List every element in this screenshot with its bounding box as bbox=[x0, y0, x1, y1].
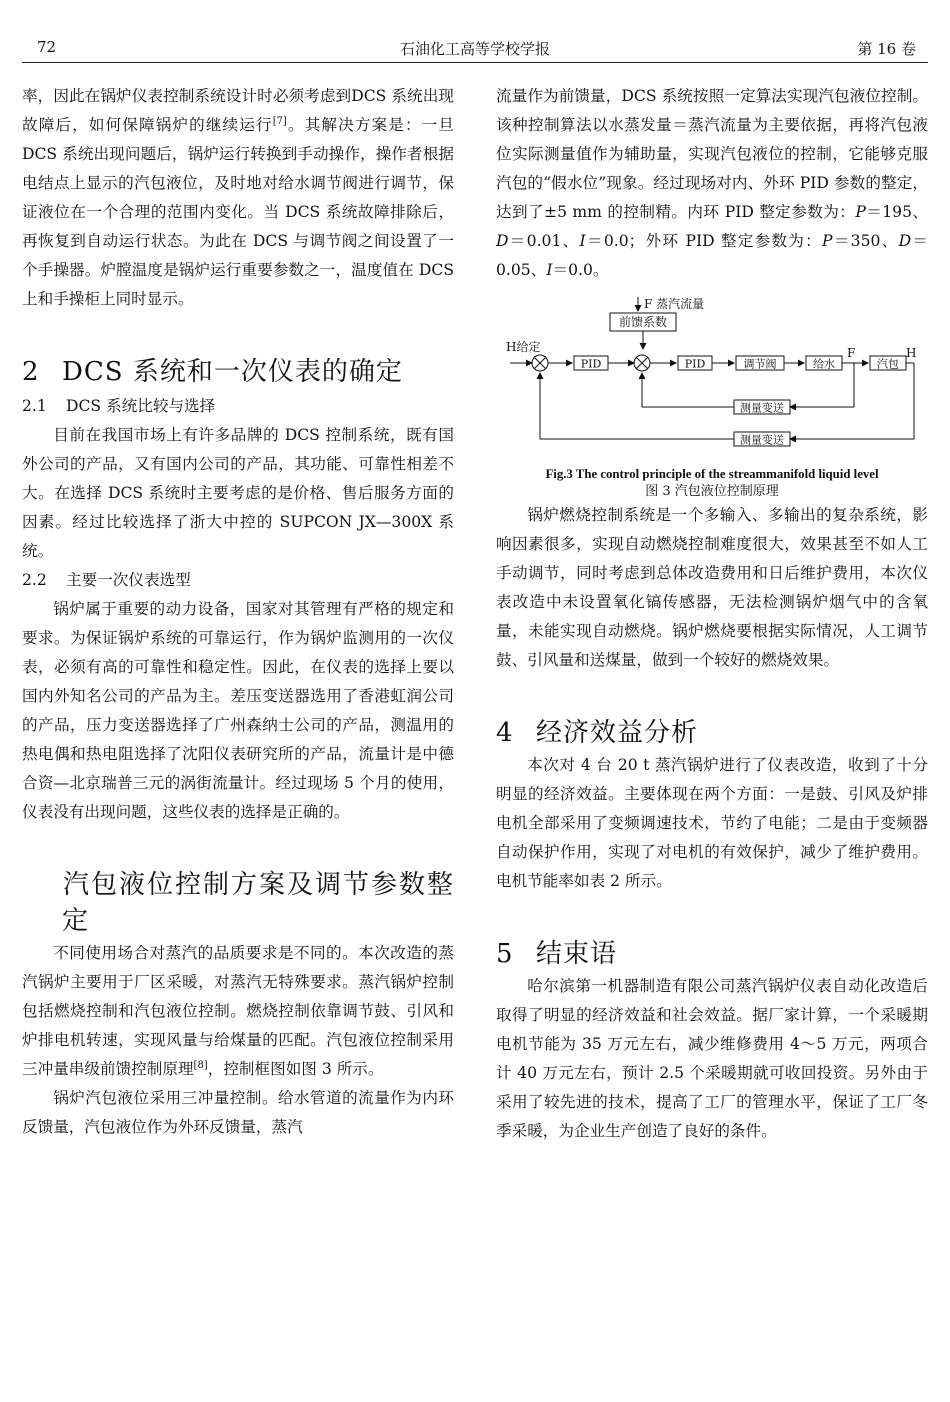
section-number: 2 bbox=[22, 357, 40, 387]
inner-i-symbol: I bbox=[579, 232, 586, 250]
flow-signal-label: F bbox=[847, 346, 856, 360]
paragraph-5: 哈尔滨第一机器制造有限公司蒸汽锅炉仪表自动化改造后取得了明显的经济效益和社会效益。据厂家计算，一个采暖期电机节能为 35 万元左右，减少维修费用 4～5 万元，两项合计 40 万元左右，预计 2.5 个采暖期就可收回投资。另外由于采用了较先进的技术，提高了工厂的管理水平，保证了工厂冬季采暖，为企业生产创造了良好的条件。 bbox=[496, 977, 928, 1140]
inner-d-value: ＝0.01、 bbox=[508, 232, 580, 250]
section-heading-4 bbox=[496, 715, 928, 751]
drum-label: 汽包 bbox=[877, 357, 899, 371]
outer-p-symbol: P bbox=[822, 232, 833, 250]
level-signal-label: H bbox=[906, 346, 917, 360]
paragraph-4: 本次对 4 台 20 t 蒸汽锅炉进行了仪表改造，收到了十分明显的经济效益。主要体现在两个方面：一是鼓、引风及炉排电机全部采用了变频调速技术，节约了电能；二是由于变频器自动保护作用，实现了对电机的有效保护，减少了维护费用。电机节能率如表 2 所示。 bbox=[496, 756, 928, 890]
subsection-number: 2.2 bbox=[22, 571, 47, 589]
subsection-heading-2-2 bbox=[22, 566, 454, 595]
block-diagram-svg bbox=[496, 297, 928, 465]
paragraph-text: 率，因此在锅炉仪表控制系统设计时必须考虑到DCS 系统出现故障后，如何保障锅炉的继续运行 bbox=[22, 87, 454, 134]
outer-i-symbol: I bbox=[546, 261, 553, 279]
steam-flow-label: F 蒸汽流量 bbox=[644, 297, 705, 311]
section-title: DCS 系统和一次仪表的确定 bbox=[62, 357, 403, 387]
subsection-title: 主要一次仪表选型 bbox=[66, 571, 191, 589]
paragraph-text: 不同使用场合对蒸汽的品质要求是不同的。本次改造的蒸汽锅炉主要用于厂区采暖，对蒸汽无特殊要求。蒸汽锅炉控制包括燃烧控制和汽包液位控制。燃烧控制依靠调节鼓、引风和炉排电机转速，实现风量与给煤量的匹配。汽包液位控制采用三冲量串级前馈控制原理 bbox=[22, 944, 454, 1078]
feedwater-label: 给水 bbox=[813, 357, 835, 371]
section-number: 4 bbox=[496, 718, 514, 748]
paragraph-text: 。其解决方案是：一旦 DCS 系统出现问题后，锅炉运行转换到手动操作，操作者根据电结点上显示的汽包液位，及时地对给水调节阀进行调节，保证液位在一个合理的范围内变化。当 DCS 系统故障排除后，再恢复到自动运行状态。为此在 DCS 与调节阀之间设置了一个手操器。炉膛温度是锅炉运行重要参数之一，温度值在 DCS 上和手操柜上同时显示。 bbox=[22, 116, 454, 308]
section-heading-5 bbox=[496, 936, 928, 972]
inner-d-symbol: D bbox=[496, 232, 509, 250]
pid-outer-label: PID bbox=[580, 357, 602, 371]
inner-p-value: ＝195、 bbox=[865, 203, 929, 221]
inner-i-value: ＝0.0；外环 PID 整定参数为： bbox=[585, 232, 823, 250]
inner-p-symbol: P bbox=[855, 203, 866, 221]
outer-d-symbol: D bbox=[898, 232, 912, 250]
transmitter-outer-label: 测量变送 bbox=[740, 433, 784, 447]
paragraph-text: ，控制框图如图 3 所示。 bbox=[207, 1060, 384, 1078]
paragraph-combustion: 锅炉燃烧控制系统是一个多输入、多输出的复杂系统，影响因素很多，实现自动燃烧控制难度很大，效果甚至不如人工手动调节，同时考虑到总体改造费用和日后维护费用，本次仪表改造中未设置氧化镐传感器，无法检测锅炉烟气中的含氧量，未能实现自动燃烧。锅炉燃烧要根据实际情况，人工调节鼓、引风量和送煤量，做到一个较好的燃烧效果。 bbox=[496, 506, 928, 669]
setpoint-label: H给定 bbox=[506, 340, 541, 354]
outer-d-value: ＝0.05、 bbox=[496, 232, 928, 279]
page-number: 72 bbox=[37, 38, 57, 56]
paragraph-pid-tuning bbox=[496, 82, 928, 285]
figure-3-block-diagram bbox=[496, 297, 928, 465]
figure-caption-zh: 图 3 汽包液位控制原理 bbox=[645, 484, 779, 499]
paragraph-3-1 bbox=[22, 939, 454, 1084]
citation-ref: [7] bbox=[272, 115, 287, 127]
section-number bbox=[22, 867, 62, 903]
subsection-title: DCS 系统比较与选择 bbox=[66, 397, 216, 415]
paragraph-2-2: 锅炉属于重要的动力设备，国家对其管理有严格的规定和要求。为保证锅炉系统的可靠运行，作为锅炉监测用的一次仪表，必须有高的可靠性和稳定性。因此，在仪表的选择上要以国内外知名公司的产品为主。差压变送器选用了香港虹润公司的产品，压力变送器选择了广州森纳士公司的产品，测温用的热电偶和热电阻选择了沈阳仪表研究所的产品，流量计是中德合资—北京瑞普三元的涡街流量计。经过现场 5 个月的使用，仪表没有出现问题，这些仪表的选择是正确的。 bbox=[22, 600, 454, 821]
paragraph-3-2: 锅炉汽包液位采用三冲量控制。给水管道的流量作为内环反馈量，汽包液位作为外环反馈量，蒸汽 bbox=[22, 1089, 454, 1136]
subsection-number: 2.1 bbox=[22, 397, 47, 415]
right-column bbox=[496, 82, 928, 1146]
section-title: 汽包液位控制方案及调节参数整定 bbox=[62, 870, 454, 936]
outer-p-value: ＝350、 bbox=[832, 232, 899, 250]
header-rule bbox=[22, 62, 928, 63]
feedforward-label: 前馈系数 bbox=[618, 315, 668, 329]
valve-label: 调节阀 bbox=[743, 357, 777, 371]
pid-inner-label: PID bbox=[684, 357, 706, 371]
paragraph-2-1: 目前在我国市场上有许多品牌的 DCS 控制系统，既有国外公司的产品，又有国内公司的产品，其功能、可靠性相差不大。在选择 DCS 系统时主要考虑的是价格、售后服务方面的因素。经过比较选择了浙大中控的 SUPCON JX—300X 系统。 bbox=[22, 426, 454, 560]
volume-label: 第 16 卷 bbox=[857, 40, 916, 58]
citation-ref: [8] bbox=[193, 1059, 208, 1071]
outer-i-value: ＝0.0。 bbox=[552, 261, 609, 279]
paragraph-continued bbox=[22, 82, 454, 314]
running-header bbox=[22, 32, 928, 62]
transmitter-inner-label: 测量变送 bbox=[740, 401, 784, 415]
paragraph-text: 流量作为前馈量，DCS 系统按照一定算法实现汽包液位控制。该种控制算法以水蒸发量＝蒸汽流量为主要依据，再将汽包液位实际测量值作为辅助量，实现汽包液位的控制，它能够克服汽包的“假水位”现象。经过现场对内、外环 PID 参数的整定，达到了±5 mm 的控制精。内环 PID 整定参数为： bbox=[496, 87, 928, 221]
section-title: 经济效益分析 bbox=[536, 718, 699, 748]
figure-caption-en: Fig.3 The control principle of the streammanifold liquid level bbox=[545, 467, 879, 481]
left-column bbox=[22, 82, 454, 1142]
section-heading-2 bbox=[22, 354, 454, 390]
section-title: 结束语 bbox=[536, 939, 618, 969]
journal-title: 石油化工高等学校学报 bbox=[399, 40, 550, 58]
subsection-heading-2-1 bbox=[22, 392, 454, 421]
section-heading-3 bbox=[22, 867, 454, 939]
section-number: 5 bbox=[496, 939, 514, 969]
